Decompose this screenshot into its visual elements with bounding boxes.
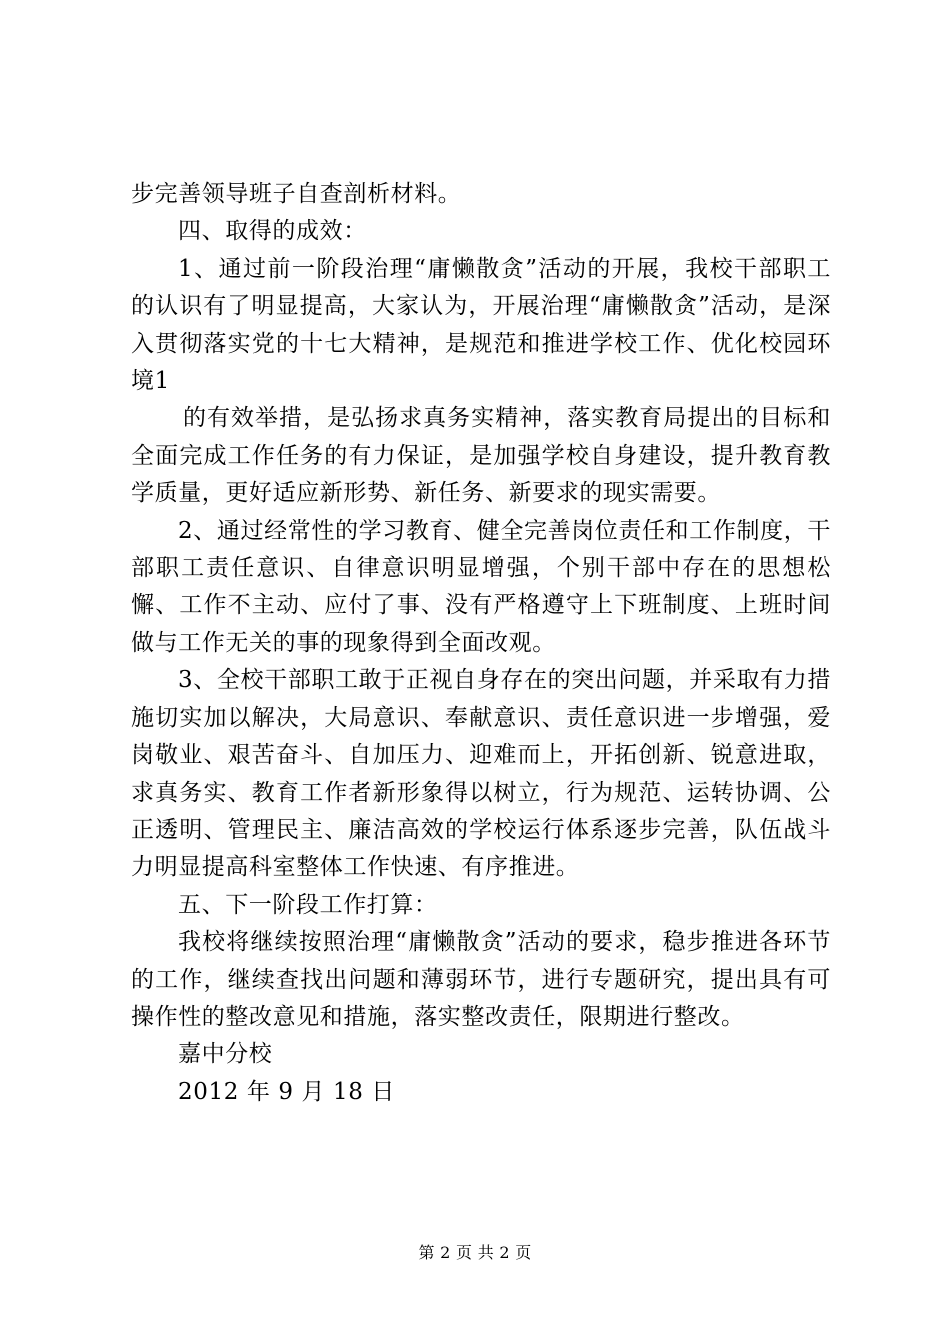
page-footer <box>0 1243 950 1263</box>
paragraph-continuation: 步完善领导班子自查剖析材料。 <box>131 181 462 207</box>
paragraph-result-1-continued: 的有效举措，是弘扬求真务实精神，落实教育局提出的目标和全面完成工作任务的有力保证，是加强学校自身建设，提升教育教学质量，更好适应新形势、新任务、新要求的现实需要。 <box>131 405 831 507</box>
page-number-label: 第 2 页 共 2 页 <box>418 1243 532 1262</box>
section-heading-results: 四、取得的成效： <box>178 218 367 245</box>
paragraph-result-3: 3、全校干部职工敢于正视自身存在的突出问题，并采取有力措施切实加以解决，大局意识、奉献意识、责任意识进一步增强，爱岗敬业、艰苦奋斗、自加压力、迎难而上，开拓创新、锐意进取，求真务实、教育工作者新形象得以树立，行为规范、运转协调、公正透明、管理民主、廉洁高效的学校运行体系逐步完善，队伍战斗力明显提高科室整体工作快速、有序推进。 <box>131 667 831 881</box>
signature-organization: 嘉中分校 <box>178 1041 273 1068</box>
signature-date: 2012 年 9 月 18 日 <box>178 1078 395 1105</box>
section-heading-next-steps: 五、下一阶段工作打算： <box>178 891 438 918</box>
document-body <box>131 176 831 1111</box>
paragraph-result-2: 2、通过经常性的学习教育、健全完善岗位责任和工作制度，干部职工责任意识、自律意识明显增强，个别干部中存在的思想松懈、工作不主动、应付了事、没有严格遵守上下班制度、上班时间做与工作无关的事的现象得到全面改观。 <box>131 517 831 656</box>
paragraph-next-steps: 我校将继续按照治理“庸懒散贪”活动的要求，稳步推进各环节的工作，继续查找出问题和薄弱环节，进行专题研究，提出具有可操作性的整改意见和措施，落实整改责任，限期进行整改。 <box>131 929 831 1030</box>
paragraph-result-1: 1、通过前一阶段治理“庸懒散贪”活动的开展，我校干部职工的认识有了明显提高，大家认为，开展治理“庸懒散贪”活动，是深入贯彻落实党的十七大精神，是规范和推进学校工作、优化校园环境1 <box>131 255 831 395</box>
